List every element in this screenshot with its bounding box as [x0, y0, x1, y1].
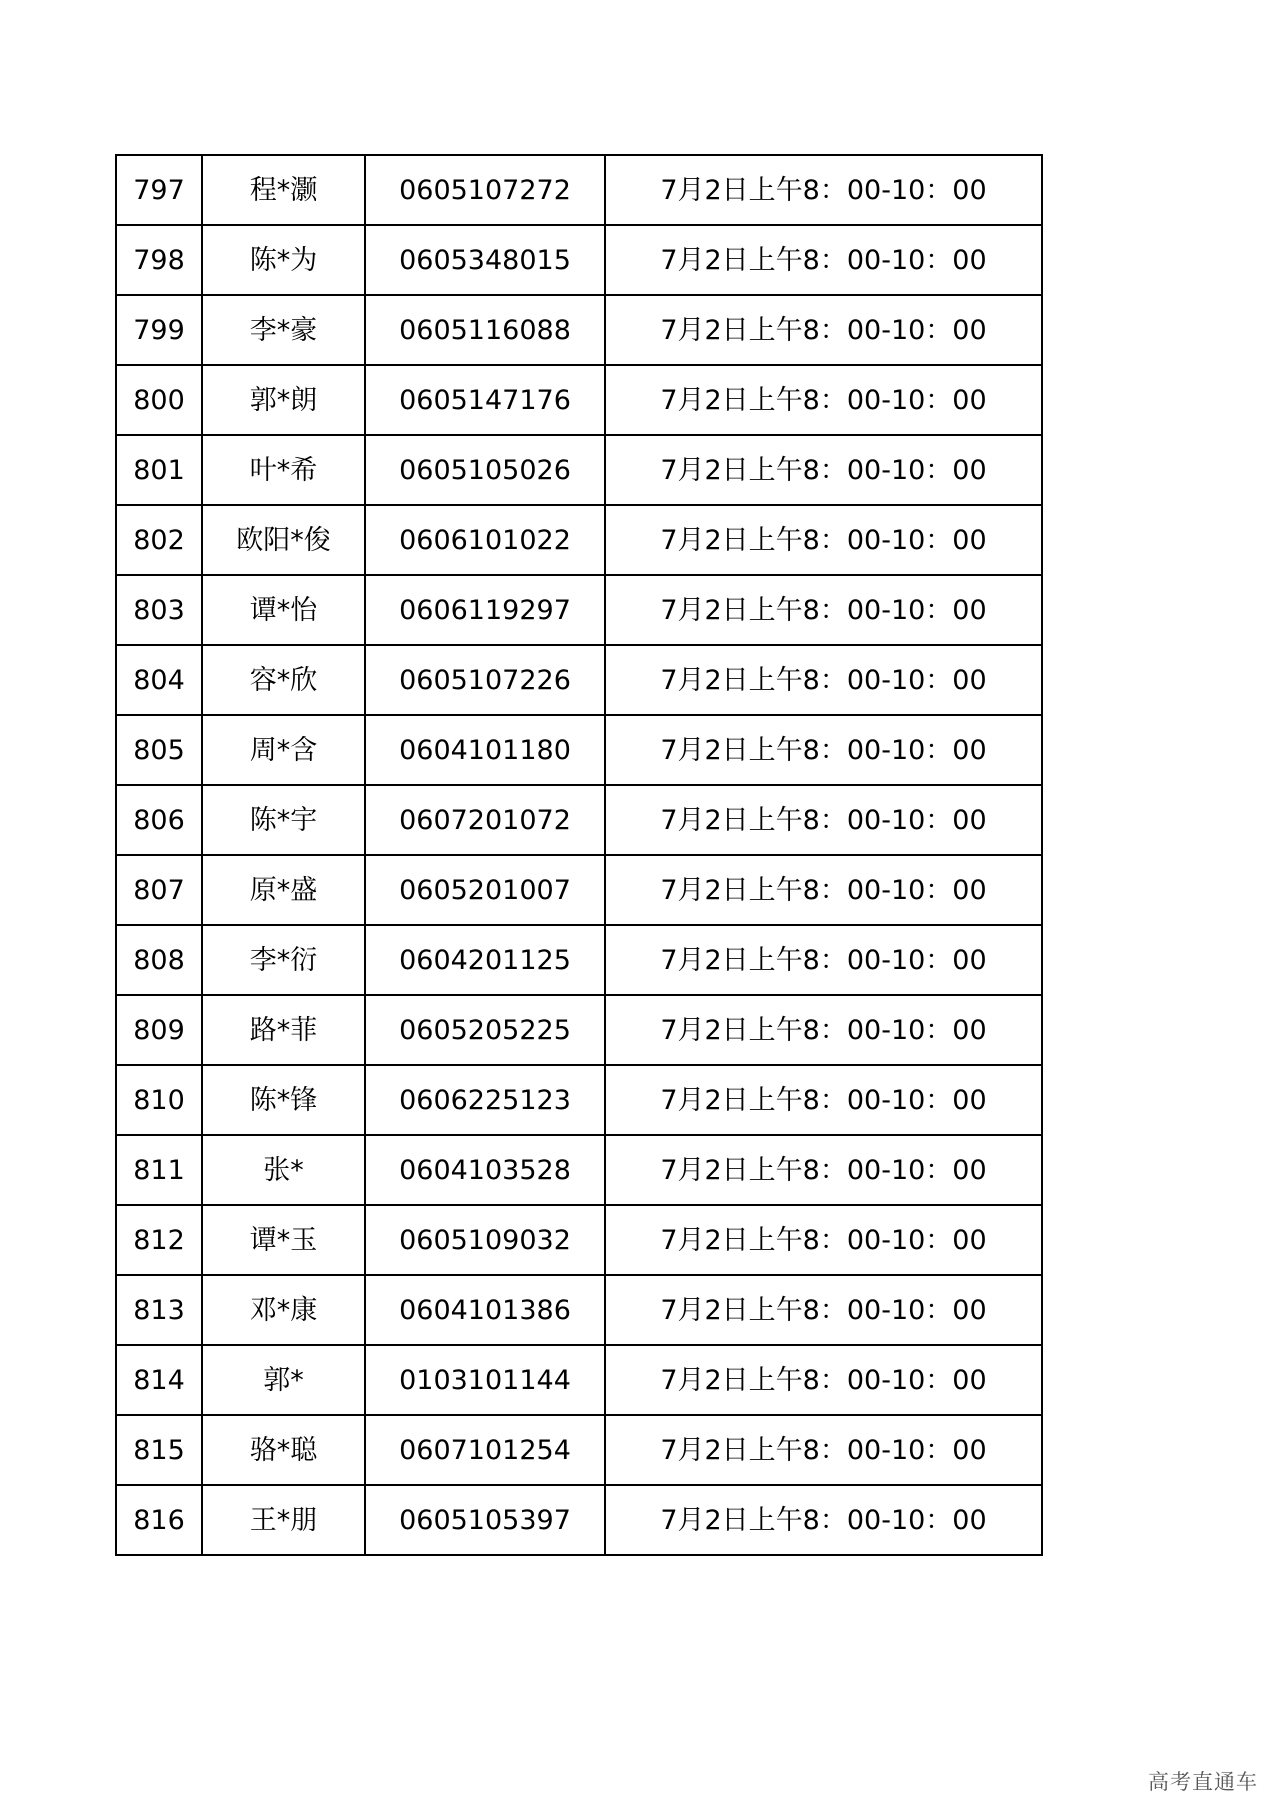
table-row: [116, 925, 1042, 995]
seq-cell: 800: [116, 365, 202, 435]
time-cell: 7月2日上午8：00-10：00: [605, 855, 1042, 925]
exam-id-cell: 0605107272: [365, 155, 605, 225]
table-row: [116, 645, 1042, 715]
time-cell: 7月2日上午8：00-10：00: [605, 1135, 1042, 1205]
exam-id-cell: 0604101386: [365, 1275, 605, 1345]
exam-id-cell: 0605348015: [365, 225, 605, 295]
seq-cell: 804: [116, 645, 202, 715]
time-cell: 7月2日上午8：00-10：00: [605, 505, 1042, 575]
seq-cell: 813: [116, 1275, 202, 1345]
exam-id-cell: 0605116088: [365, 295, 605, 365]
seq-cell: 798: [116, 225, 202, 295]
name-cell: 骆*聪: [202, 1415, 365, 1485]
seq-cell: 809: [116, 995, 202, 1065]
seq-cell: 810: [116, 1065, 202, 1135]
seq-cell: 805: [116, 715, 202, 785]
name-cell: 谭*玉: [202, 1205, 365, 1275]
name-cell: 郭*: [202, 1345, 365, 1415]
table-row: [116, 995, 1042, 1065]
watermark: 高考直通车: [1148, 1770, 1258, 1794]
exam-id-cell: 0606119297: [365, 575, 605, 645]
exam-id-cell: 0605109032: [365, 1205, 605, 1275]
name-cell: 周*含: [202, 715, 365, 785]
exam-id-cell: 0605105397: [365, 1485, 605, 1555]
seq-cell: 808: [116, 925, 202, 995]
roster-table: [115, 154, 1043, 1556]
table-row: [116, 435, 1042, 505]
seq-cell: 799: [116, 295, 202, 365]
time-cell: 7月2日上午8：00-10：00: [605, 1065, 1042, 1135]
seq-cell: 797: [116, 155, 202, 225]
time-cell: 7月2日上午8：00-10：00: [605, 575, 1042, 645]
exam-id-cell: 0604103528: [365, 1135, 605, 1205]
table-row: [116, 1205, 1042, 1275]
time-cell: 7月2日上午8：00-10：00: [605, 155, 1042, 225]
name-cell: 容*欣: [202, 645, 365, 715]
name-cell: 王*朋: [202, 1485, 365, 1555]
time-cell: 7月2日上午8：00-10：00: [605, 1275, 1042, 1345]
seq-cell: 801: [116, 435, 202, 505]
table-row: [116, 295, 1042, 365]
table-row: [116, 715, 1042, 785]
exam-id-cell: 0607201072: [365, 785, 605, 855]
time-cell: 7月2日上午8：00-10：00: [605, 365, 1042, 435]
seq-cell: 807: [116, 855, 202, 925]
seq-cell: 806: [116, 785, 202, 855]
name-cell: 李*豪: [202, 295, 365, 365]
table-row: [116, 1415, 1042, 1485]
seq-cell: 802: [116, 505, 202, 575]
time-cell: 7月2日上午8：00-10：00: [605, 785, 1042, 855]
exam-id-cell: 0607101254: [365, 1415, 605, 1485]
time-cell: 7月2日上午8：00-10：00: [605, 715, 1042, 785]
seq-cell: 812: [116, 1205, 202, 1275]
exam-id-cell: 0605201007: [365, 855, 605, 925]
name-cell: 陈*锋: [202, 1065, 365, 1135]
seq-cell: 811: [116, 1135, 202, 1205]
table-row: [116, 575, 1042, 645]
table-row: [116, 1275, 1042, 1345]
table-row: [116, 785, 1042, 855]
seq-cell: 816: [116, 1485, 202, 1555]
time-cell: 7月2日上午8：00-10：00: [605, 995, 1042, 1065]
name-cell: 叶*希: [202, 435, 365, 505]
exam-id-cell: 0605147176: [365, 365, 605, 435]
time-cell: 7月2日上午8：00-10：00: [605, 435, 1042, 505]
table-row: [116, 505, 1042, 575]
table-row: [116, 155, 1042, 225]
name-cell: 原*盛: [202, 855, 365, 925]
name-cell: 郭*朗: [202, 365, 365, 435]
exam-id-cell: 0606101022: [365, 505, 605, 575]
table-row: [116, 1065, 1042, 1135]
name-cell: 路*菲: [202, 995, 365, 1065]
name-cell: 程*灏: [202, 155, 365, 225]
table-row: [116, 1345, 1042, 1415]
table-row: [116, 365, 1042, 435]
time-cell: 7月2日上午8：00-10：00: [605, 225, 1042, 295]
exam-id-cell: 0103101144: [365, 1345, 605, 1415]
seq-cell: 814: [116, 1345, 202, 1415]
exam-id-cell: 0605205225: [365, 995, 605, 1065]
time-cell: 7月2日上午8：00-10：00: [605, 295, 1042, 365]
time-cell: 7月2日上午8：00-10：00: [605, 1415, 1042, 1485]
name-cell: 欧阳*俊: [202, 505, 365, 575]
table-row: [116, 855, 1042, 925]
name-cell: 陈*宇: [202, 785, 365, 855]
exam-id-cell: 0604101180: [365, 715, 605, 785]
exam-id-cell: 0604201125: [365, 925, 605, 995]
time-cell: 7月2日上午8：00-10：00: [605, 1205, 1042, 1275]
seq-cell: 803: [116, 575, 202, 645]
time-cell: 7月2日上午8：00-10：00: [605, 645, 1042, 715]
exam-id-cell: 0605107226: [365, 645, 605, 715]
name-cell: 谭*怡: [202, 575, 365, 645]
table-row: [116, 1135, 1042, 1205]
time-cell: 7月2日上午8：00-10：00: [605, 925, 1042, 995]
name-cell: 张*: [202, 1135, 365, 1205]
table-row: [116, 225, 1042, 295]
time-cell: 7月2日上午8：00-10：00: [605, 1485, 1042, 1555]
seq-cell: 815: [116, 1415, 202, 1485]
name-cell: 陈*为: [202, 225, 365, 295]
table-row: [116, 1485, 1042, 1555]
name-cell: 邓*康: [202, 1275, 365, 1345]
name-cell: 李*衍: [202, 925, 365, 995]
time-cell: 7月2日上午8：00-10：00: [605, 1345, 1042, 1415]
exam-id-cell: 0606225123: [365, 1065, 605, 1135]
exam-id-cell: 0605105026: [365, 435, 605, 505]
